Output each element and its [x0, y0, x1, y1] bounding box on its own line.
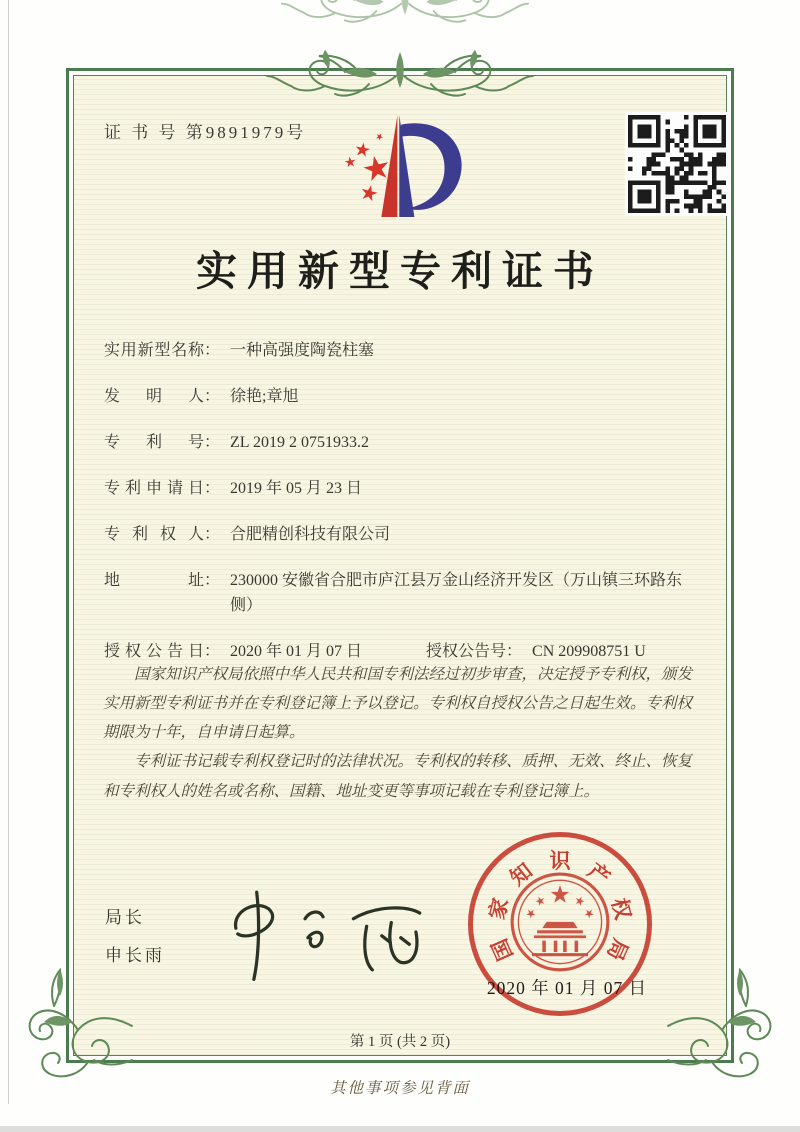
field-patentee: 专利权人 ： 合肥精创科技有限公司 — [104, 522, 732, 547]
field-label: 专利申请日 — [104, 480, 204, 497]
field-label: 专利权人 — [104, 526, 204, 543]
seal-character: 产 — [583, 858, 615, 891]
field-label: 专利号 — [104, 434, 204, 451]
page-number: 第 1 页 (共 2 页) — [349, 1034, 451, 1050]
field-value: 230000 安徽省合肥市庐江县万金山经济开发区（万山镇三环路东侧） — [230, 572, 683, 614]
field-label: 授权公告号 — [426, 643, 507, 660]
legal-text — [103, 660, 701, 806]
field-grant-date: 授权公告日 ： 2020 年 01 月 07 日 — [104, 639, 426, 664]
corner-flourish-icon — [14, 962, 136, 1080]
legal-paragraph-1: 国家知识产权局依照中华人民共和国专利法经过初步审查，决定授予专利权，颁发实用新型专利证书并在专利登记簿上予以登记。专利权自授权公告之日起生效。专利权期限为十年，自申请日起算。 — [103, 666, 693, 742]
field-value: 2020 年 01 月 07 日 — [230, 643, 363, 660]
field-label: 发明人 — [104, 388, 204, 405]
field-value: 徐艳;章旭 — [230, 388, 299, 405]
sheet-shadow — [0, 1126, 800, 1132]
legal-paragraph-2: 专利证书记载专利权登记时的法律状况。专利权的转移、质押、无效、终止、恢复和专利权人的姓名或名称、国籍、地址变更等事项记载在专利登记簿上。 — [103, 753, 693, 800]
field-value: 一种高强度陶瓷柱塞 — [230, 342, 375, 359]
field-label: 地址 — [104, 572, 204, 589]
field-value: ZL 2019 2 0751933.2 — [230, 434, 369, 451]
national-emblem-icon — [508, 870, 612, 974]
field-utility-model-name: 实用新型名称 ： 一种高强度陶瓷柱塞 — [104, 338, 732, 363]
field-value: CN 209908751 U — [532, 643, 646, 660]
qr-code — [625, 112, 729, 216]
director-signature — [215, 876, 433, 988]
field-address: 地址 ： 230000 安徽省合肥市庐江县万金山经济开发区（万山镇三环路东侧） — [104, 568, 732, 618]
director-name: 申长雨 — [105, 946, 165, 965]
field-value: 合肥精创科技有限公司 — [230, 526, 391, 543]
field-label: 实用新型名称 — [104, 342, 204, 359]
director-title: 局长 — [105, 908, 145, 927]
back-side-note: 其他事项参见背面 — [329, 1080, 470, 1097]
top-edge-flourish-icon — [280, 0, 530, 28]
fields-section — [104, 338, 732, 685]
field-patent-number: 专利号 ： ZL 2019 2 0751933.2 — [104, 430, 732, 455]
certificate-title: 实用新型专利证书 — [196, 248, 604, 294]
corner-flourish-icon — [664, 962, 786, 1080]
seal-character: 局 — [602, 935, 633, 965]
seal-date: 2020 年 01 月 07 日 — [486, 978, 648, 998]
cnipa-logo-icon — [338, 106, 470, 228]
top-border-flourish-icon — [265, 40, 535, 102]
seal-character: 识 — [549, 849, 571, 873]
field-filing-date: 专利申请日 ： 2019 年 05 月 23 日 — [104, 476, 732, 501]
seal-character: 权 — [606, 895, 636, 922]
seal-character: 家 — [484, 895, 514, 922]
seal-character: 知 — [505, 858, 537, 891]
seal-character: 国 — [487, 935, 518, 965]
field-label: 授权公告日 — [104, 643, 204, 660]
certificate-number: 证 书 号 第9891979号 — [104, 123, 307, 142]
field-value: 2019 年 05 月 23 日 — [230, 480, 363, 497]
field-grant-number: 授权公告号 ： CN 209908751 U — [426, 639, 646, 664]
field-inventor: 发明人 ： 徐艳;章旭 — [104, 384, 732, 409]
sheet-edge — [8, 0, 9, 1104]
